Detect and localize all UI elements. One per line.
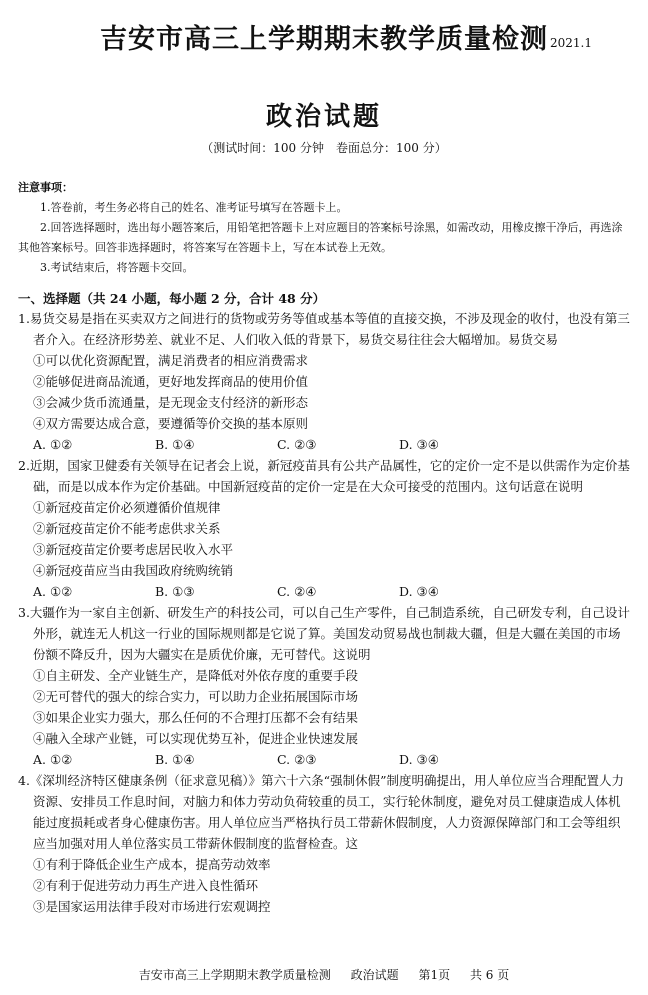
question-1 [18, 308, 630, 455]
note-item: 3.考试结束后，将答题卡交回。 [40, 261, 194, 274]
answer-options [18, 434, 630, 455]
statement: ③是国家运用法律手段对市场进行宏观调控 [33, 899, 271, 914]
header [18, 18, 630, 62]
option-d: D. ③④ [399, 437, 439, 452]
subject-title: 政治试题 [265, 102, 382, 132]
statement: ①自主研发、全产业链生产，是降低对外依存度的重要手段 [33, 668, 359, 683]
option-c: C. ②③ [277, 752, 317, 767]
statement: ③新冠疫苗定价要考虑居民收入水平 [33, 542, 234, 557]
statement: ④双方需要达成合意，要遵循等价交换的基本原则 [33, 416, 309, 431]
option-d: D. ③④ [399, 752, 439, 767]
question-2 [18, 455, 630, 602]
statement: ①有利于降低企业生产成本，提高劳动效率 [33, 857, 271, 872]
section-title: 一、选择题（共 24 小题，每小题 2 分，合计 48 分） [18, 291, 326, 306]
statement: ②新冠疫苗定价不能考虑供求关系 [33, 521, 221, 536]
question-stem: 4.《深圳经济特区健康条例（征求意见稿）》第六十六条“强制休假”制度明确提出，用人单位应当合理配置人力资源、安排员工作息时间，对脑力和体力劳动负荷较重的员工，实行轮休制度，避免对员工健康造成人体机能过度损耗或者身心健康伤害。用人单位应当严格执行员工带薪休假制度，人力资源保障部门和工会等组织应当加强对用人单位落实员工带薪休假制度的监督检查。这 [18, 773, 624, 851]
statement: ③会减少货币流通量，是无现金支付经济的新形态 [33, 395, 309, 410]
exam-title: 吉安市高三上学期期末教学质量检测 [100, 24, 548, 55]
question-4 [18, 770, 630, 917]
question-stem: 2.近期，国家卫健委有关领导在记者会上说，新冠疫苗具有公共产品属性，它的定价一定不是以供需作为定价基础，而是以成本作为定价基础。中国新冠疫苗的定价一定是在大众可接受的范围内。这句话意在说明 [18, 458, 630, 494]
option-a: A. ①② [33, 752, 73, 767]
statement: ②有利于促进劳动力再生产进入良性循环 [33, 878, 259, 893]
statement: ①可以优化资源配置，满足消费者的相应消费需求 [33, 353, 309, 368]
option-c: C. ②③ [277, 437, 317, 452]
answer-options [18, 581, 630, 602]
option-b: B. ①④ [155, 437, 195, 452]
question-3 [18, 602, 630, 770]
statement: ③如果企业实力强大，那么任何的不合理打压都不会有结果 [33, 710, 359, 725]
question-stem: 1.易货交易是指在买卖双方之间进行的货物或劳务等值或基本等值的直接交换，不涉及现金的收付，也没有第三者介入。在经济形势差、就业不足、人们收入低的背景下，易货交易往往会大幅增加。易货交易 [18, 311, 630, 347]
option-a: A. ①② [33, 437, 73, 452]
option-c: C. ②④ [277, 584, 317, 599]
exam-meta: （测试时间：100 分钟 卷面总分：100 分） [201, 141, 447, 155]
option-d: D. ③④ [399, 584, 439, 599]
footer-subject: 政治试题 [350, 968, 399, 982]
statement: ②能够促进商品流通，更好地发挥商品的使用价值 [33, 374, 309, 389]
note-item: 2.回答选择题时，选出每小题答案后，用铅笔把答题卡上对应题目的答案标号涂黑，如需改动，用橡皮擦干净后，再选涂其他答案标号。回答非选择题时，将答案写在答题卡上，写在本试卷上无效。 [18, 221, 623, 254]
statement: ④融入全球产业链，可以实现优势互补，促进企业快速发展 [33, 731, 359, 746]
option-a: A. ①② [33, 584, 73, 599]
statement: ②无可替代的强大的综合实力，可以助力企业拓展国际市场 [33, 689, 359, 704]
option-b: B. ①④ [155, 752, 195, 767]
statement: ④新冠疫苗应当由我国政府统购统销 [33, 563, 234, 578]
page-footer [0, 966, 648, 983]
exam-date: 2021.1 [550, 36, 592, 50]
footer-title: 吉安市高三上学期期末教学质量检测 [138, 968, 331, 982]
option-b: B. ①③ [155, 584, 195, 599]
notes-title: 注意事项： [18, 181, 73, 194]
footer-total: 共 6 页 [469, 968, 510, 982]
answer-options [18, 749, 630, 770]
footer-page: 第1页 [418, 968, 451, 982]
notes [18, 178, 630, 278]
note-item: 1.答卷前，考生务必将自己的姓名、准考证号填写在答题卡上。 [40, 201, 348, 214]
statement: ①新冠疫苗定价必须遵循价值规律 [33, 500, 221, 515]
question-stem: 3.大疆作为一家自主创新、研发生产的科技公司，可以自己生产零件，自己制造系统，自己研发专利，自己设计外形，就连无人机这一行业的国际规则都是它说了算。美国发动贸易战也制裁大疆，但是大疆在美国的市场份额不降反升，因为大疆实在是质优价廉，无可替代。这说明 [18, 605, 630, 662]
